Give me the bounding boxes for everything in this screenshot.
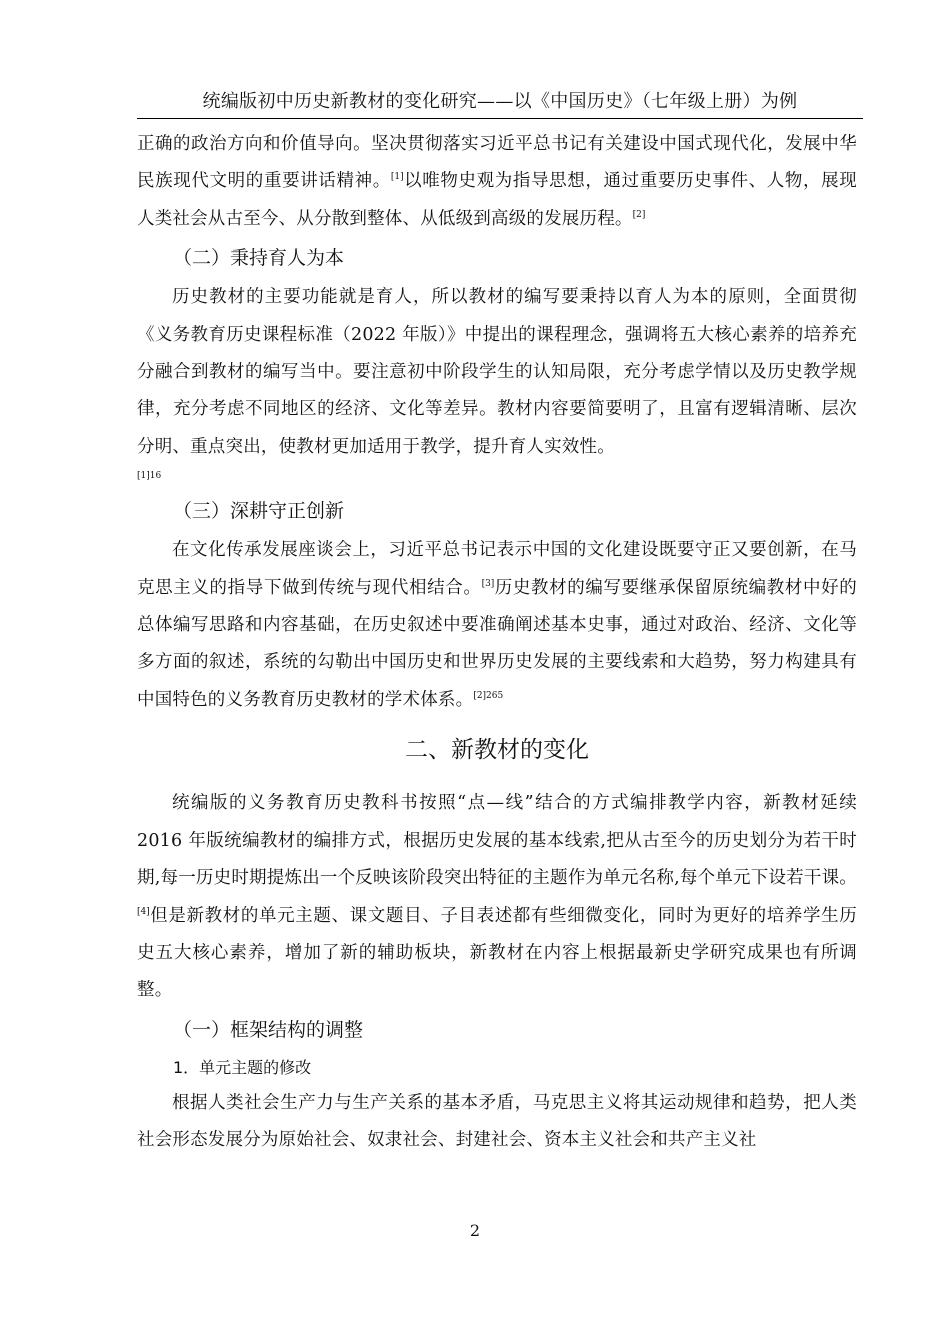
page-number: 2 — [469, 1221, 481, 1240]
citation-ref: [1]16 — [137, 471, 162, 482]
citation-ref: [4] — [137, 906, 150, 917]
running-header: 统编版初中历史新教材的变化研究——以《中国历史》（七年级上册）为例 — [202, 91, 798, 112]
header-divider — [137, 118, 863, 119]
paragraph-text: 历史教材的编写要继承保留原统编教材中好的总体编写思路和内容基础，在历史叙述中要准确阐述基本史事，通过对政治、经济、文化等多方面的叙述，系统的勾勒出中国历史和世界历史发展的主要线索和大趋势，努力构建具有中国特色的义务教育历史教材的学术体系。 — [137, 577, 857, 710]
citation-ref: [2] — [632, 209, 646, 220]
paragraph-text: 统编版的义务教育历史教科书按照“点—线”结合的方式编排教学内容，新教材延续 2016 年版统编教材的编排方式，根据历史发展的基本线索,把从古至今的历史划分为若干时期,每一历史时期提炼出一个反映该阶段突出特征的主题作为单元名称,每个单元下设若干课。 — [137, 793, 857, 889]
paragraph-text: 在文化传承发展座谈会上，习近平总书记表示中国的文化建设既要守正又要创新，在马克思主义的指导下做到传统与现代相结合。 — [137, 540, 857, 598]
page-body — [137, 126, 857, 1160]
section-heading: 二、新教材的变化 — [405, 737, 589, 764]
paragraph-text: 根据人类社会生产力与生产关系的基本矛盾，马克思主义将其运动规律和趋势，把人类社会形态发展分为原始社会、奴隶社会、封建社会、资本主义社会和共产主义社 — [137, 1092, 857, 1151]
paragraph-text: 以唯物史观为指导思想，通过重要历史事件、人物，展现人类社会从古至今、从分散到整体、从低级到高级的发展历程。 — [137, 171, 857, 229]
paragraph — [137, 126, 857, 238]
subsection-heading: （一）框架结构的调整 — [173, 1018, 364, 1041]
paragraph — [137, 785, 857, 1009]
subsection-heading: （二）秉持育人为本 — [173, 247, 345, 270]
paragraph-text: 但是新教材的单元主题、课文题目、子目表述都有些细微变化，同时为更好的培养学生历史五大核心素养，增加了新的辅助板块，新教材在内容上根据最新史学研究成果也有所调整。 — [137, 905, 857, 1001]
citation-ref: [1] — [390, 172, 404, 183]
paragraph-text: 正确的政治方向和价值导向。坚决贯彻落实习近平总书记有关建设中国式现代化，发展中华民族现代文明的重要讲话精神。 — [137, 134, 857, 192]
paragraph — [137, 532, 857, 719]
subsection-heading: （三）深耕守正创新 — [173, 500, 345, 523]
paragraph-text: 历史教材的主要功能就是育人，所以教材的编写要秉持以育人为本的原则，全面贯彻《义务教育历史课程标准（2022 年版）》中提出的课程理念，强调将五大核心素养的培养充分融合到教材的编写当中。要注意初中阶段学生的认知局限，充分考虑学情以及历史教学规律，充分考虑不同地区的经济、文化等差异。教材内容要简要明了，且富有逻辑清晰、层次分明、重点突出，使教材更加适用于教学，提升育人实效性。 — [137, 287, 857, 457]
sub-subsection-heading: 1．单元主题的修改 — [173, 1057, 312, 1077]
citation-ref: [3] — [481, 578, 495, 589]
paragraph — [137, 279, 857, 466]
citation-ref: [2]265 — [473, 691, 504, 702]
paragraph — [137, 1085, 857, 1160]
